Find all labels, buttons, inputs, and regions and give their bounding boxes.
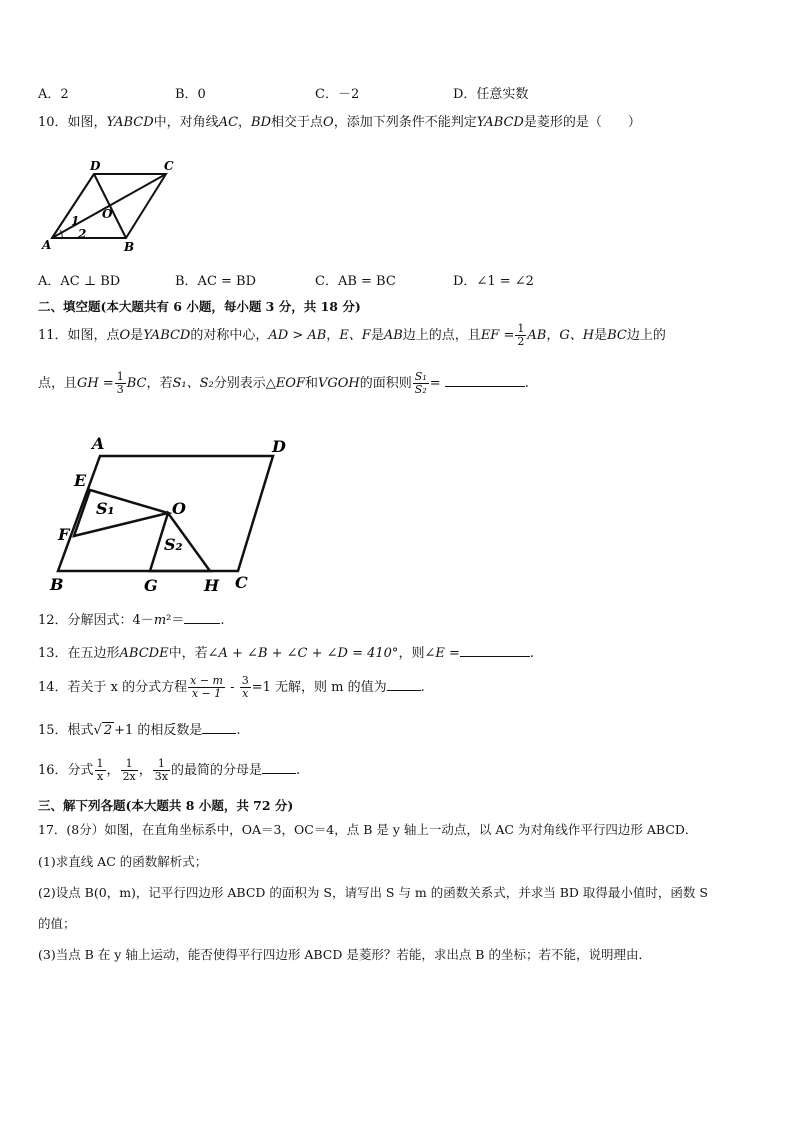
q11-label-s2: S₂	[164, 535, 183, 554]
q10-label-d: D	[90, 159, 101, 173]
q11-label-d: D	[272, 437, 286, 456]
q10-diagonal-bd	[94, 174, 126, 238]
q9-option-d: D．任意实数	[453, 87, 529, 102]
q10-stem: 10．如图，YABCD中，对角线AC，BD相交于点O，添加下列条件不能判定YABCD是菱形的是（ ）	[38, 115, 641, 130]
q12-answer-blank[interactable]	[184, 623, 220, 624]
q11-label-g: G	[144, 576, 158, 595]
q10-label-o: O	[102, 207, 113, 221]
q15-line: 15．根式√ 2 +1 的相反数是 .	[38, 723, 241, 738]
q10-label-angle2: 2	[78, 227, 87, 241]
q10-option-a: A．AC ⊥ BD	[38, 274, 121, 289]
q11-triangle-eof	[74, 490, 168, 536]
q10-parallelogram-figure	[38, 154, 188, 254]
q10-option-d: D．∠1 = ∠2	[453, 274, 534, 289]
q11-label-e: E	[74, 471, 87, 490]
q15-answer-blank[interactable]	[202, 733, 236, 734]
q11-label-h: H	[204, 576, 220, 595]
q13-answer-blank[interactable]	[460, 656, 530, 657]
q10-label-a: A	[42, 238, 52, 252]
q10-side-ad	[52, 174, 94, 238]
q17-part-1: (1)求直线 AC 的函数解析式；	[38, 854, 208, 869]
q11-parallelogram-figure	[48, 428, 298, 598]
q11-line-2: 点，且GH = $\frac{1}{3}$ BC，若S₁、S₂分别表示△EOF和VGOH的面积则 $\frac{\text{S₁}}{\text{S₂}}$ = .	[38, 370, 529, 396]
q9-option-b: B．0	[175, 87, 206, 102]
q17-stem: 17．(8分）如图，在直角坐标系中，OA＝3，OC＝4，点 B 是 y 轴上一动点，以 AC 为对角线作平行四边形 ABCD．	[38, 822, 698, 837]
q14-answer-blank[interactable]	[387, 690, 421, 691]
section-2-heading: 二、填空题(本大题共有 6 小题，每小题 3 分，共 18 分)	[38, 299, 361, 314]
q16-answer-blank[interactable]	[262, 773, 296, 774]
q11-label-a: A	[92, 434, 105, 453]
q16-line: 16．分式 $\frac{1}{x}$ ， $\frac{1}{2x}$ ， $\frac{1}{3x}$ 的最简的分母是 .	[38, 757, 301, 783]
q10-option-c: C．AB = BC	[315, 274, 396, 289]
q11-answer-blank[interactable]	[445, 386, 525, 387]
q11-label-c: C	[235, 573, 248, 592]
q17-part-2-cont: 的值；	[38, 916, 76, 931]
q17-part-2: (2)设点 B(0，m)，记平行四边形 ABCD 的面积为 S，请写出 S 与 m 的函数关系式，并求当 BD 取得最小值时，函数 S	[38, 885, 708, 900]
q9-option-c: C．－2	[315, 87, 360, 102]
q10-label-c: C	[164, 159, 174, 173]
q10-option-b: B．AC = BD	[175, 274, 257, 289]
q11-line-1: 11．如图，点O是YABCD的对称中心，AD > AB，E、F是AB边上的点，且EF = $\frac{1}{2}$ AB，G、H是BC边上的	[38, 322, 666, 348]
q13-line: 13．在五边形ABCDE中，若∠A + ∠B + ∠C + ∠D = 410°，则∠E = .	[38, 646, 535, 661]
q9-option-a: A．2	[38, 87, 69, 102]
q11-label-o: O	[172, 499, 186, 518]
q11-label-s1: S₁	[96, 499, 115, 518]
q11-label-b: B	[50, 575, 64, 594]
q12-line: 12．分解因式：4－m²＝ .	[38, 613, 225, 628]
q17-part-3: (3)当点 B 在 y 轴上运动，能否使得平行四边形 ABCD 是菱形？若能，求出点 B 的坐标；若不能，说明理由．	[38, 947, 651, 962]
q10-label-b: B	[124, 240, 135, 254]
q10-label-angle1: 1	[71, 214, 80, 228]
q14-line: 14．若关于 x 的分式方程 $\frac{x - m}{x - 1}$ - $\frac{3}{x}$ =1 无解，则 m 的值为 .	[38, 674, 425, 700]
q11-label-f: F	[58, 525, 70, 544]
section-3-heading: 三、解下列各题(本大题共 8 小题，共 72 分)	[38, 798, 294, 813]
